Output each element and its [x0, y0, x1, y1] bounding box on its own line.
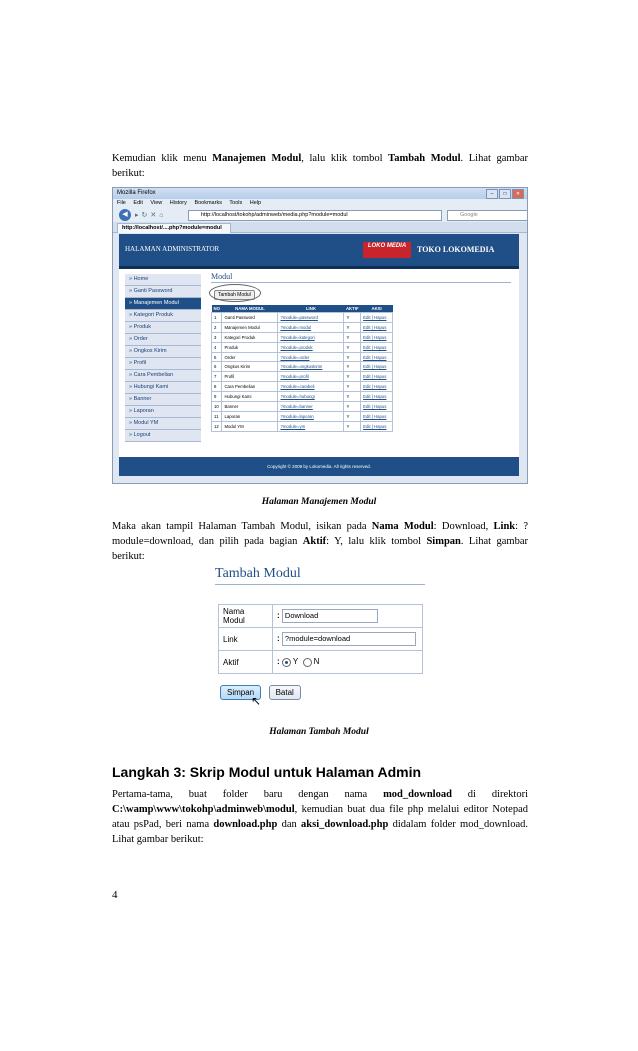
sidebar-item-profil[interactable]: » Profil — [125, 358, 201, 370]
sidebar-item-hubungi-kami[interactable]: » Hubungi Kami — [125, 382, 201, 394]
caption-2: Halaman Tambah Modul — [269, 727, 369, 737]
cell-no: 2 — [212, 322, 222, 332]
col-aktif: AKTIF — [345, 306, 359, 311]
search-input[interactable]: Google — [447, 210, 528, 221]
cell-aksi[interactable]: Edit | Hapus — [361, 421, 393, 431]
site-header — [119, 234, 519, 269]
cell-aksi[interactable]: Edit | Hapus — [361, 402, 393, 412]
close-icon[interactable]: ✕ — [512, 189, 524, 199]
menu-view[interactable]: View — [150, 200, 163, 206]
col-aksi: AKSI — [361, 305, 393, 313]
menu-bookmarks[interactable]: Bookmarks — [194, 200, 222, 206]
form-table: Nama Modul : Download Link : ?module=download Aktif : Y N — [218, 604, 423, 674]
cell-link[interactable]: ?module=profil — [278, 372, 344, 382]
cell-aksi[interactable]: Edit | Hapus — [361, 322, 393, 332]
cell-no: 1 — [212, 313, 222, 323]
cell-aktif: Y — [344, 382, 361, 392]
paragraph-3: Pertama-tama, buat folder baru dengan nama mod_download di direktori C:\wamp\www\tokohp\adminweb\modul, kemudian buat dua file php melalui editor Notepad atau psPad, beri nama download.php dan aksi_download.php didalam folder mod_download. Lihat gambar berikut: — [112, 789, 528, 845]
nav-icons[interactable]: ▸↻✕⌂ — [135, 212, 167, 219]
menu-help[interactable]: Help — [249, 200, 262, 206]
table-row — [212, 382, 393, 392]
tambah-modul-button[interactable]: Tambah Modul — [214, 290, 255, 300]
site-title: HALAMAN ADMINISTRATOR — [125, 245, 220, 253]
sidebar-item-produk[interactable]: » Produk — [125, 322, 201, 334]
nama-modul-label: Nama Modul — [219, 605, 273, 628]
cell-no: 6 — [212, 362, 222, 372]
paragraph-2: Maka akan tampil Halaman Tambah Modul, isikan pada Nama Modul: Download, Link: ?module=download, dan pilih pada bagian Aktif: Y, lalu klik tombol Simpan. Lihat gambar berikut: — [112, 521, 529, 562]
window-title: Mozilla Firefox — [117, 190, 156, 196]
table-row — [212, 411, 393, 421]
minimize-icon[interactable]: – — [486, 189, 498, 199]
cell-nama: Banner — [222, 402, 278, 412]
cell-aktif: Y — [344, 392, 361, 402]
cell-aksi[interactable]: Edit | Hapus — [361, 332, 393, 342]
menu-file[interactable]: File — [117, 200, 126, 206]
logo-badge: LOKO MEDIA — [363, 242, 411, 258]
main-panel — [211, 272, 511, 432]
sidebar-item-logout[interactable]: » Logout — [125, 430, 201, 442]
site-footer: Copyright © 2009 by Lokomedia. All rights reserved. — [119, 457, 519, 476]
page-content — [119, 234, 519, 476]
back-icon[interactable]: ◀ — [119, 209, 131, 221]
cell-aktif: Y — [344, 362, 361, 372]
cell-no: 12 — [212, 421, 222, 431]
tambah-modul-screenshot — [215, 566, 425, 708]
col-nama-modul: NAMA MODUL — [222, 305, 278, 313]
form-title: Tambah Modul — [215, 566, 425, 585]
cell-link[interactable]: ?module=carabeli — [278, 382, 344, 392]
cell-link[interactable]: ?module=password — [278, 313, 344, 323]
caption-1: Halaman Manajemen Modul — [261, 497, 377, 507]
cell-aksi[interactable]: Edit | Hapus — [361, 372, 393, 382]
tab-bar — [113, 222, 527, 233]
page-number: 4 — [112, 889, 118, 901]
section-heading: Langkah 3: Skrip Modul untuk Halaman Admin — [112, 764, 422, 780]
cell-aksi[interactable]: Edit | Hapus — [361, 313, 393, 323]
cell-aktif: Y — [344, 352, 361, 362]
aktif-label: Aktif — [219, 651, 273, 674]
cell-aksi[interactable]: Edit | Hapus — [361, 352, 393, 362]
highlight-ring — [209, 284, 261, 302]
link-input[interactable]: ?module=download — [282, 632, 416, 646]
sidebar-item-ganti-password[interactable]: » Ganti Password — [125, 286, 201, 298]
table-row — [212, 342, 393, 352]
cell-link[interactable]: ?module=ym — [278, 421, 344, 431]
cell-aksi[interactable]: Edit | Hapus — [361, 362, 393, 372]
cell-link[interactable]: ?module=order — [278, 352, 344, 362]
cell-no: 5 — [212, 352, 222, 362]
aktif-n-label: N — [313, 657, 320, 667]
sidebar-item-cara-pembelian[interactable]: » Cara Pembelian — [125, 370, 201, 382]
cell-nama: Kategori Produk — [222, 332, 278, 342]
table-row — [212, 322, 393, 332]
aktif-n-radio[interactable] — [303, 658, 312, 667]
nav-toolbar — [113, 208, 527, 222]
simpan-button[interactable]: Simpan — [220, 685, 261, 700]
table-row — [212, 332, 393, 342]
cell-aktif: Y — [344, 411, 361, 421]
cell-no: 7 — [212, 372, 222, 382]
cell-nama: Cara Pembelian — [222, 382, 278, 392]
link-label: Link — [219, 628, 273, 651]
cell-link[interactable]: ?module=banner — [278, 402, 344, 412]
cell-nama: Hubungi Kami — [222, 392, 278, 402]
cell-aktif: Y — [344, 322, 361, 332]
cell-aktif: Y — [344, 313, 361, 323]
nama-modul-input[interactable]: Download — [282, 609, 378, 623]
cell-link[interactable]: ?module=ongkoskirim — [278, 362, 344, 372]
maximize-icon[interactable]: □ — [499, 189, 511, 199]
main-title: Modul — [211, 272, 511, 283]
url-bar[interactable]: http://localhost/tokohp/adminweb/media.php?module=modul — [188, 210, 442, 221]
table-row — [212, 313, 393, 323]
cell-nama: Ganti Password — [222, 313, 278, 323]
cell-link[interactable]: ?module=produk — [278, 342, 344, 352]
cell-link[interactable]: ?module=hubungi — [278, 392, 344, 402]
cell-aksi[interactable]: Edit | Hapus — [361, 411, 393, 421]
cell-no: 3 — [212, 332, 222, 342]
cell-nama: Modul YM — [222, 421, 278, 431]
menu-tools[interactable]: Tools — [229, 200, 243, 206]
cell-link[interactable]: ?module=modul — [278, 322, 344, 332]
menu-history[interactable]: History — [169, 200, 187, 206]
aktif-y-radio[interactable] — [282, 658, 291, 667]
cell-link[interactable]: ?module=kategori — [278, 332, 344, 342]
cell-aksi[interactable]: Edit | Hapus — [361, 382, 393, 392]
cell-aktif: Y — [344, 402, 361, 412]
cell-nama: Manajemen Modul — [222, 322, 278, 332]
cell-aktif: Y — [344, 421, 361, 431]
cell-link[interactable]: ?module=laporan — [278, 411, 344, 421]
cell-no: 11 — [212, 411, 222, 421]
cell-aktif: Y — [344, 342, 361, 352]
sidebar-item-kategori-produk[interactable]: » Kategori Produk — [125, 310, 201, 322]
table-row — [212, 372, 393, 382]
cell-aktif: Y — [344, 332, 361, 342]
col-no: NO — [213, 306, 220, 311]
col-link: LINK — [278, 305, 344, 313]
cell-aktif: Y — [344, 372, 361, 382]
sidebar-item-banner[interactable]: » Banner — [125, 394, 201, 406]
cell-nama: Order — [222, 352, 278, 362]
sidebar-item-order[interactable]: » Order — [125, 334, 201, 346]
cell-nama: Laporan — [222, 411, 278, 421]
browser-screenshot — [112, 187, 528, 484]
window-titlebar — [113, 188, 527, 199]
cell-no: 8 — [212, 382, 222, 392]
table-row — [212, 362, 393, 372]
aktif-y-label: Y — [292, 657, 299, 667]
cell-no: 9 — [212, 392, 222, 402]
batal-button[interactable]: Batal — [269, 685, 301, 700]
sidebar-item-manajemen-modul[interactable]: » Manajemen Modul — [125, 298, 201, 310]
sidebar — [125, 274, 201, 442]
intro-paragraph: Kemudian klik menu Manajemen Modul, lalu klik tombol Tambah Modul. Lihat gambar berikut: — [112, 153, 528, 179]
mouse-cursor-icon: ↖ — [251, 694, 262, 708]
sidebar-item-modul-ym[interactable]: » Modul YM — [125, 418, 201, 430]
table-row — [212, 421, 393, 431]
tab-current[interactable]: http://localhost/....php?module=modul — [117, 223, 231, 233]
sidebar-item-laporan[interactable]: » Laporan — [125, 406, 201, 418]
table-row — [212, 392, 393, 402]
menu-bar — [113, 199, 527, 208]
cell-aksi[interactable]: Edit | Hapus — [361, 392, 393, 402]
cell-nama: Ongkos Kirim — [222, 362, 278, 372]
cell-no: 10 — [212, 402, 222, 412]
table-row — [212, 402, 393, 412]
modul-table — [211, 305, 393, 432]
cell-nama: Produk — [222, 342, 278, 352]
sidebar-item-home[interactable]: » Home — [125, 274, 201, 286]
logo-text: TOKO LOKOMEDIA — [417, 245, 495, 254]
menu-edit[interactable]: Edit — [133, 200, 143, 206]
cell-no: 4 — [212, 342, 222, 352]
sidebar-item-ongkos-kirim[interactable]: » Ongkos Kirim — [125, 346, 201, 358]
cell-aksi[interactable]: Edit | Hapus — [361, 342, 393, 352]
cell-nama: Profil — [222, 372, 278, 382]
form-buttons — [220, 682, 304, 700]
table-row — [212, 352, 393, 362]
